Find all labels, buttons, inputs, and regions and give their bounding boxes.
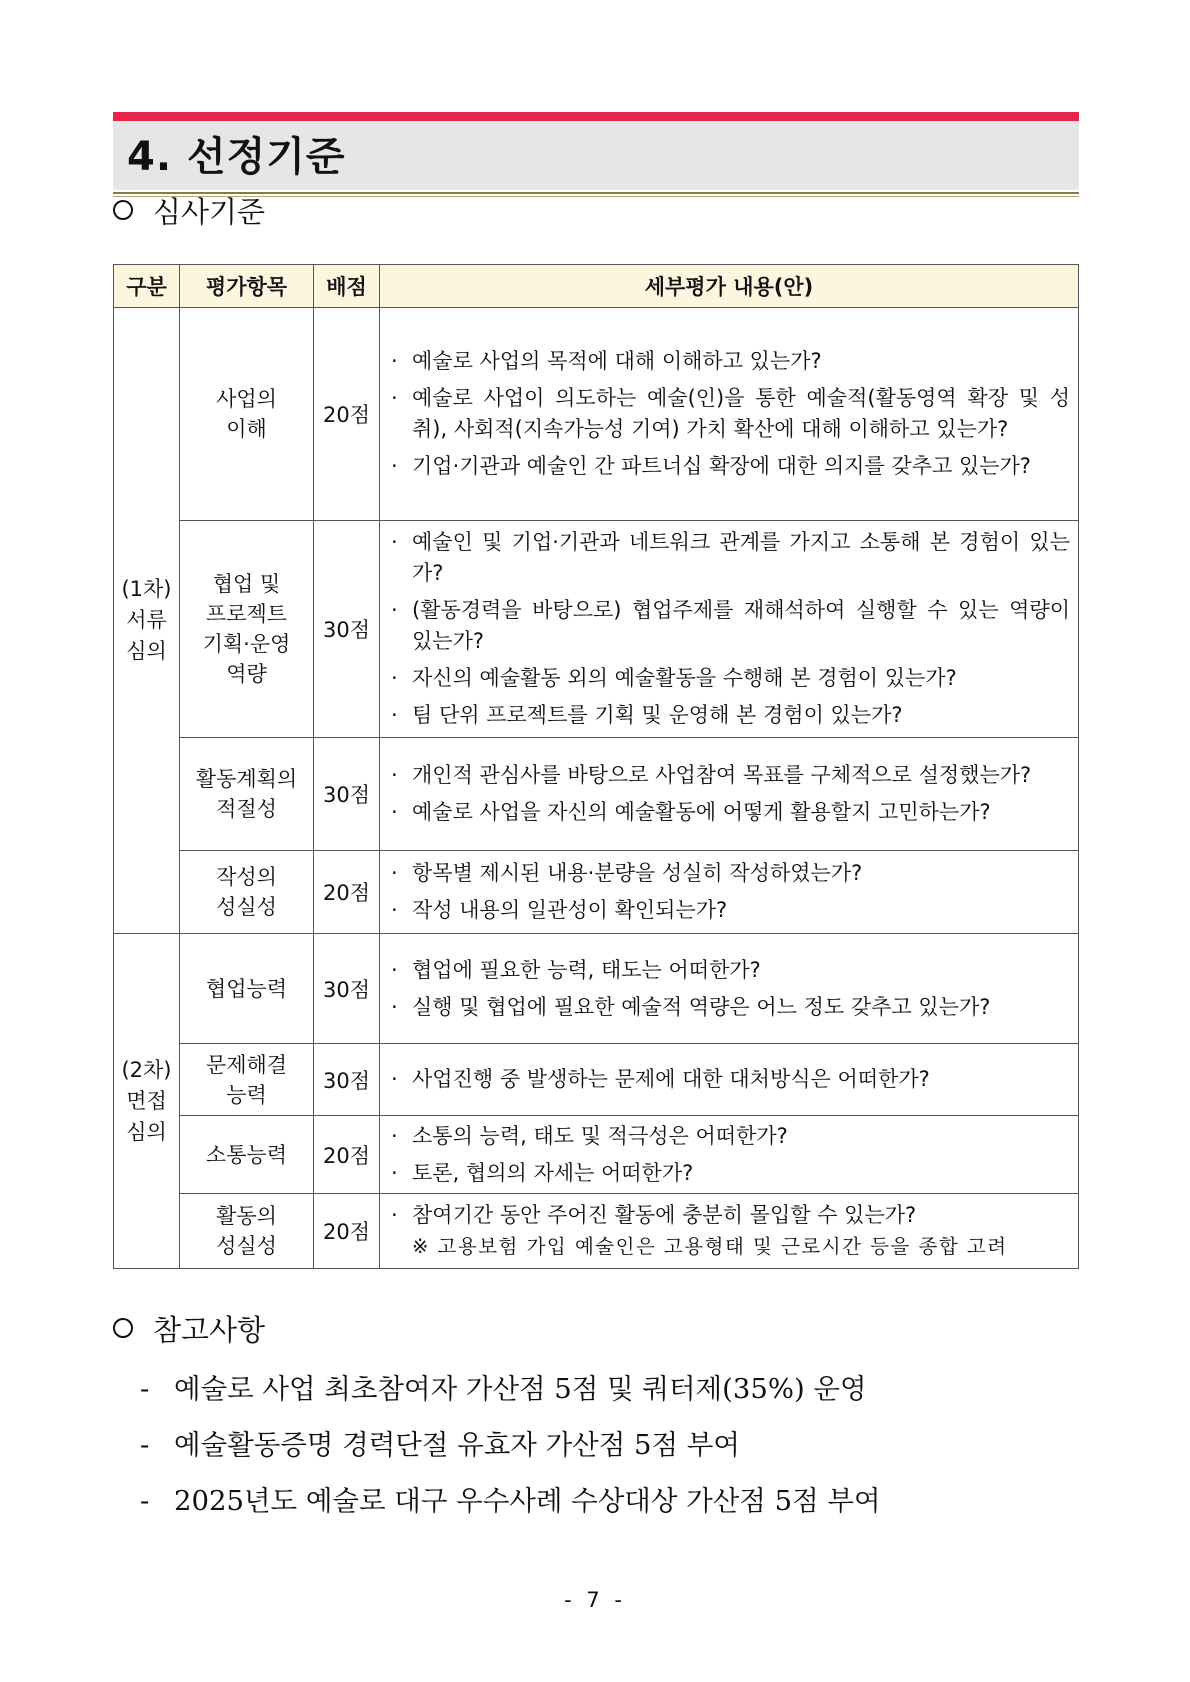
header-category: 구분	[114, 265, 180, 308]
header-details: 세부평가 내용(안)	[380, 265, 1079, 308]
score: 20점	[314, 308, 380, 521]
table-header-row	[114, 265, 1079, 308]
table-row	[114, 851, 1079, 934]
header-item: 평가항목	[180, 265, 314, 308]
references-list	[140, 1361, 881, 1529]
detail-bullet: · 사업진행 중 발생하는 문제에 대한 대처방식은 어떠한가?	[391, 1067, 930, 1091]
table-row	[114, 738, 1079, 851]
score: 30점	[314, 1044, 380, 1116]
detail-bullet: · 자신의 예술활동 외의 예술활동을 수행해 본 경험이 있는가?	[391, 666, 957, 690]
section-header	[113, 112, 1079, 197]
detail-note: ※ 고용보험 가입 예술인은 고용형태 및 근로시간 등을 종합 고려	[412, 1235, 1008, 1258]
details-cell	[380, 1044, 1079, 1116]
criteria-heading	[113, 194, 265, 230]
score: 20점	[314, 851, 380, 934]
detail-bullet: · 협업에 필요한 능력, 태도는 어떠한가?	[391, 957, 761, 982]
details-cell	[380, 851, 1079, 934]
eval-item: 활동의 성실성	[180, 1194, 314, 1269]
page-number: - 7 -	[564, 1588, 626, 1612]
detail-bullet: · 토론, 협의의 자세는 어떠한가?	[391, 1160, 694, 1185]
criteria-table	[113, 264, 1079, 1269]
table-row	[114, 308, 1079, 521]
eval-item: 협업능력	[180, 934, 314, 1044]
list-item: - 예술활동증명 경력단절 유효자 가산점 5점 부여	[140, 1429, 740, 1461]
hollow-circle-icon	[113, 200, 133, 220]
score: 30점	[314, 934, 380, 1044]
detail-bullet: · 작성 내용의 일관성이 확인되는가?	[391, 898, 728, 922]
table-row	[114, 1194, 1079, 1269]
table-row	[114, 521, 1079, 738]
details-cell	[380, 934, 1079, 1044]
hollow-circle-icon	[113, 1318, 133, 1338]
detail-bullet: · 기업·기관과 예술인 간 파트너십 확장에 대한 의지를 갖추고 있는가?	[391, 454, 1031, 478]
details-cell	[380, 1194, 1079, 1269]
section-title: 4. 선정기준	[127, 134, 346, 180]
eval-item: 협업 및 프로젝트 기획·운영 역량	[180, 521, 314, 738]
detail-bullet: · 예술로 사업을 자신의 예술활동에 어떻게 활용할지 고민하는가?	[391, 800, 991, 824]
table-row	[114, 1044, 1079, 1116]
details-cell	[380, 308, 1079, 521]
detail-bullet: · 예술로 사업이 의도하는 예술(인)을 통한 예술적(활동영역 확장 및 성취), 사회적(지속가능성 기여) 가치 확산에 대해 이해하고 있는가?	[391, 386, 1070, 441]
details-cell	[380, 738, 1079, 851]
stage-2-label: (2차) 면접 심의	[114, 934, 180, 1269]
detail-bullet: · 항목별 제시된 내용·분량을 성실히 작성하였는가?	[391, 861, 863, 885]
detail-bullet: · (활동경력을 바탕으로) 협업주제를 재해석하여 실행할 수 있는 역량이 있는가?	[391, 598, 1070, 653]
detail-bullet: · 소통의 능력, 태도 및 적극성은 어떠한가?	[391, 1123, 788, 1148]
eval-item: 사업의 이해	[180, 308, 314, 521]
detail-bullet: · 실행 및 협업에 필요한 예술적 역량은 어느 정도 갖추고 있는가?	[391, 994, 991, 1019]
detail-bullet: · 개인적 관심사를 바탕으로 사업참여 목표를 구체적으로 설정했는가?	[391, 763, 1032, 787]
detail-bullet: · 팀 단위 프로젝트를 기획 및 운영해 본 경험이 있는가?	[391, 703, 903, 727]
eval-item: 작성의 성실성	[180, 851, 314, 934]
stage-1-label: (1차) 서류 심의	[114, 308, 180, 934]
list-item: - 예술로 사업 최초참여자 가산점 5점 및 쿼터제(35%) 운영	[140, 1373, 867, 1405]
eval-item: 문제해결 능력	[180, 1044, 314, 1116]
header-score: 배점	[314, 265, 380, 308]
details-cell	[380, 1116, 1079, 1194]
criteria-heading-text: 심사기준	[153, 195, 266, 229]
detail-bullet: · 참여기간 동안 주어진 활동에 충분히 몰입할 수 있는가?	[391, 1203, 917, 1227]
header-red-bar	[113, 112, 1079, 121]
references-heading-text: 참고사항	[153, 1313, 266, 1347]
eval-item: 소통능력	[180, 1116, 314, 1194]
detail-bullet: · 예술인 및 기업·기관과 네트워크 관계를 가지고 소통해 본 경험이 있는가?	[391, 530, 1070, 585]
table-row	[114, 934, 1079, 1044]
details-cell	[380, 521, 1079, 738]
score: 30점	[314, 738, 380, 851]
references-heading	[113, 1312, 265, 1348]
list-item: - 2025년도 예술로 대구 우수사례 수상대상 가산점 5점 부여	[140, 1485, 881, 1517]
score: 20점	[314, 1194, 380, 1269]
score: 30점	[314, 521, 380, 738]
table-row	[114, 1116, 1079, 1194]
score: 20점	[314, 1116, 380, 1194]
eval-item: 활동계획의 적절성	[180, 738, 314, 851]
detail-bullet: · 예술로 사업의 목적에 대해 이해하고 있는가?	[391, 349, 822, 373]
